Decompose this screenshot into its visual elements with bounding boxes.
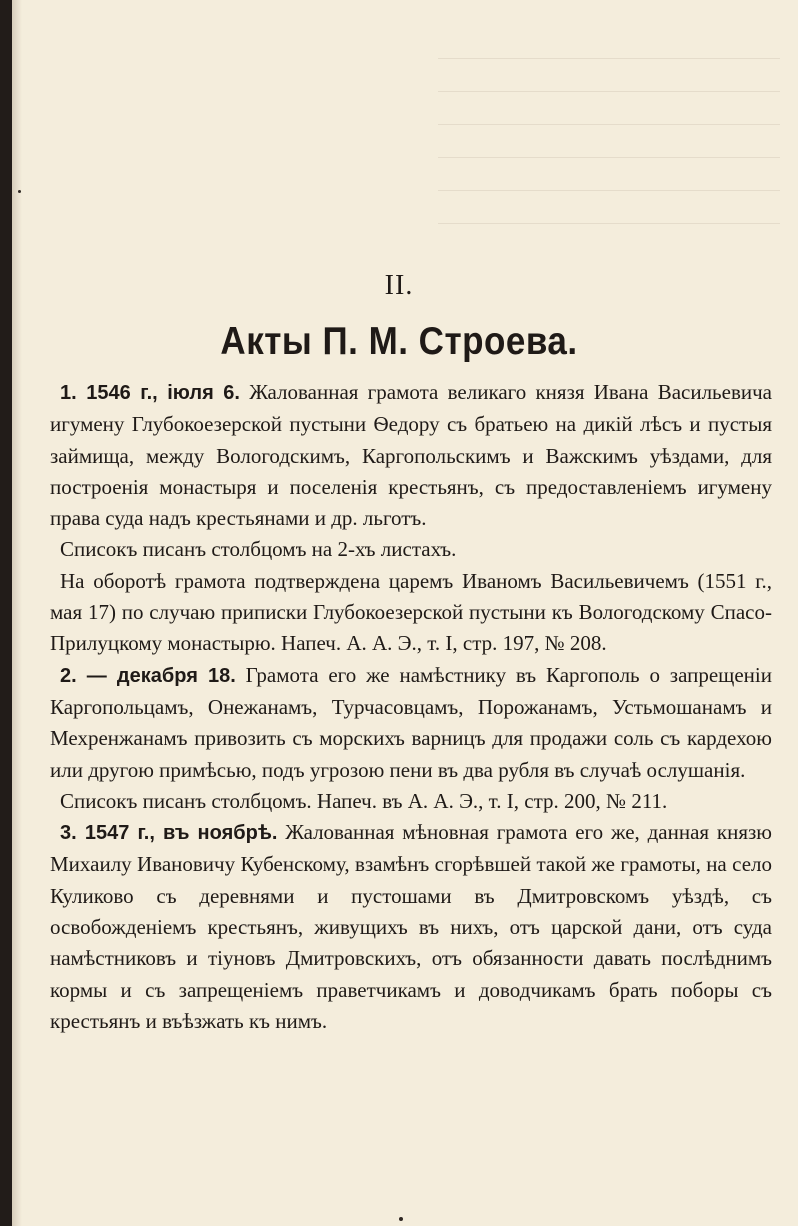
ink-speck	[18, 190, 21, 193]
entry-body: Грамота его же намѣстнику въ Каргополь о запрещеніи Каргопольцамъ, Онежанамъ, Турчасовцамъ, Порожанамъ, Устьмошанамъ и Мехренжанамъ привозить съ морскихъ варницъ для продажи соль съ кардехою или другою примѣсью, подъ угрозою пени въ два рубля въ случаѣ ослушанія.	[50, 662, 772, 782]
entry-body: Списокъ писанъ столбцомъ на 2-хъ листахъ.	[60, 537, 457, 562]
document-entry	[50, 817, 772, 1037]
entry-body: Жалованная грамота великаго князя Ивана Васильевича игумену Глубокоезерской пустыни Ѳедору съ братьею на дикій лѣсъ и пустыя займища, между Вологодскимъ, Каргопольскимъ и Важскимъ уѣздами, для построенія монастыря и поселенія крестьянъ, съ предоставленіемъ игумену права суда надъ крестьянами и др. льготъ.	[50, 380, 772, 531]
document-entry	[50, 377, 772, 534]
scanned-page-edge	[0, 0, 12, 1226]
ink-speck	[399, 1217, 403, 1221]
entry-body: На оборотѣ грамота подтверждена царемъ Иваномъ Васильевичемъ (1551 г., мая 17) по случаю приписки Глубокоезерской пустыни къ Вологодскому Спасо-Прилуцкому монастырю. Напеч. А. А. Э., т. I, стр. 197, № 208.	[50, 568, 772, 656]
section-title: Акты П. М. Строева.	[220, 320, 578, 363]
page-shadow	[12, 0, 22, 1226]
entry-heading: 2. — декабря 18.	[60, 664, 236, 687]
document-entry	[50, 566, 772, 660]
document-entry	[50, 534, 772, 565]
bleed-through-line	[438, 91, 780, 92]
bleed-through-line	[438, 190, 780, 191]
entry-body: Списокъ писанъ столбцомъ. Напеч. въ А. А. Э., т. I, стр. 200, № 211.	[60, 788, 668, 813]
section-number: II.	[384, 270, 414, 301]
main-text	[50, 377, 772, 1037]
bleed-through-line	[438, 124, 780, 125]
bleed-through-line	[438, 223, 780, 224]
bleed-through-line	[438, 157, 780, 158]
entry-heading: 3. 1547 г., въ ноябрѣ.	[60, 822, 278, 845]
entry-body: Жалованная мѣновная грамота его же, данная князю Михаилу Ивановичу Кубенскому, взамѣнъ сгорѣвшей такой же грамоты, на село Куликово съ деревнями и пустошами въ Дмитровскомъ уѣздѣ, съ освобожденіемъ крестьянъ, живущихъ въ нихъ, отъ царской дани, отъ суда намѣстниковъ и тіуновъ Дмитровскихъ, отъ обязанности давать послѣднимъ кормы и съ запрещеніемъ праветчикамъ и доводчикамъ брать поборы съ крестьянъ и въѣзжать къ нимъ.	[50, 820, 772, 1033]
bleed-through-line	[438, 58, 780, 59]
document-entry	[50, 786, 772, 817]
entry-heading: 1. 1546 г., іюля 6.	[60, 382, 240, 404]
document-entry	[50, 660, 772, 786]
